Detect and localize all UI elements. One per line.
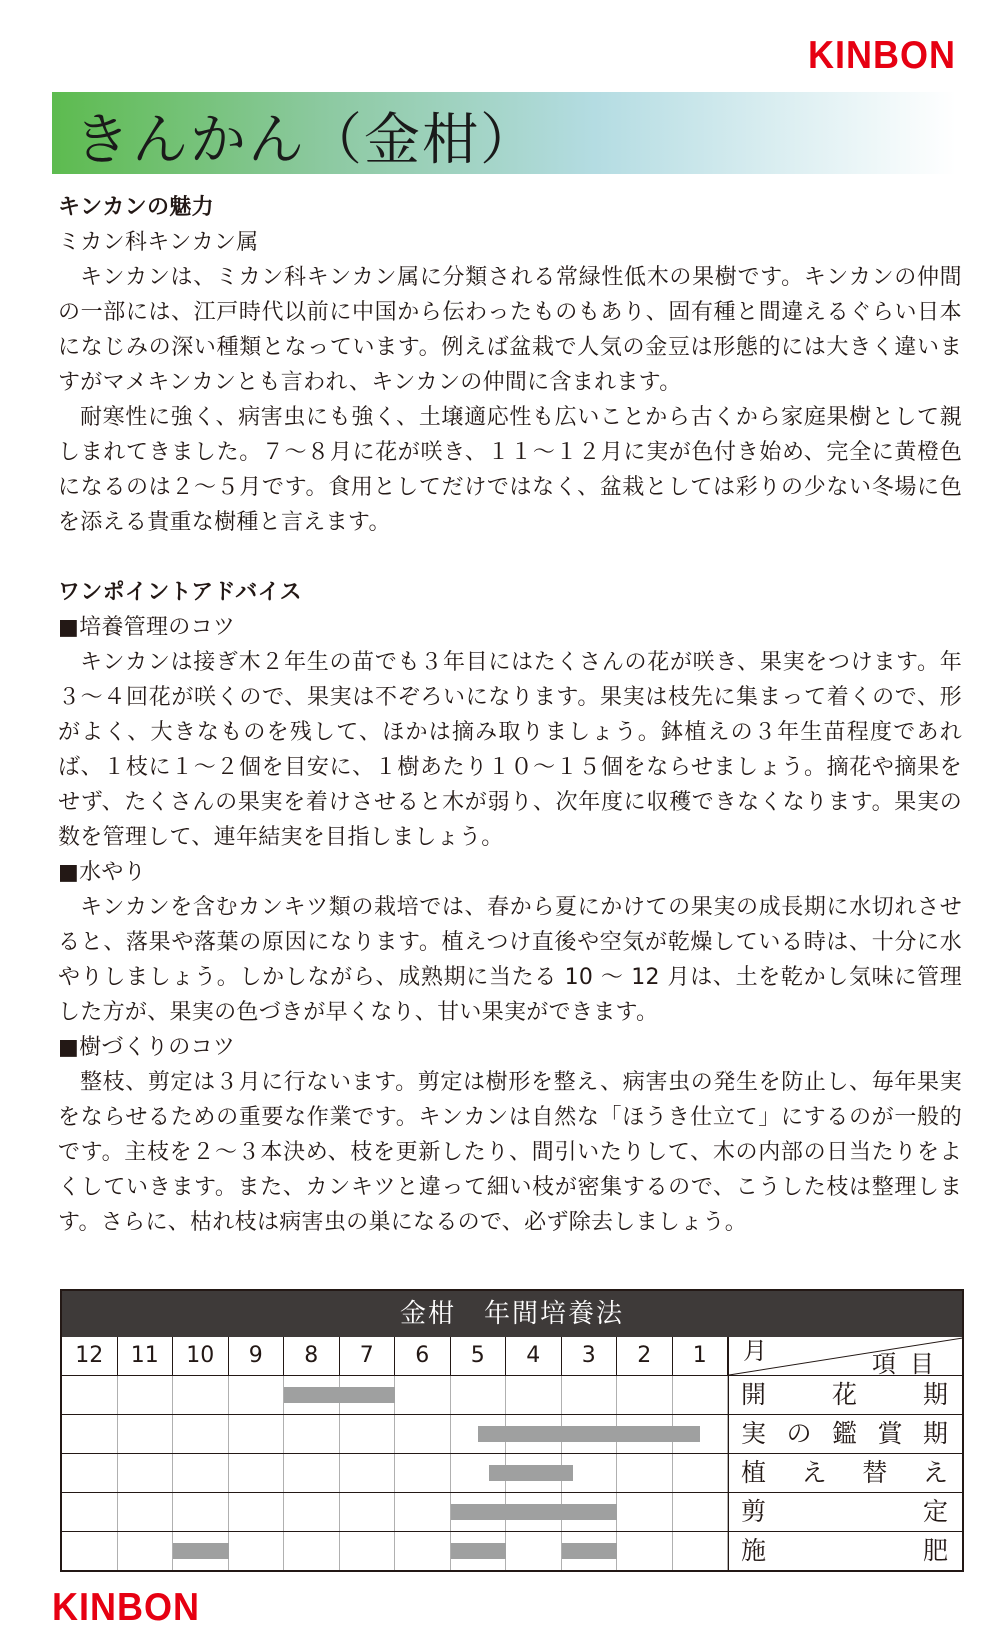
calendar-cell xyxy=(340,1454,396,1492)
month-header-cell: 6 xyxy=(395,1337,451,1375)
topic-title-shaping: ■樹づくりのコツ xyxy=(58,1035,236,1060)
calendar-cell xyxy=(562,1493,618,1531)
month-header-cell: 1 xyxy=(673,1337,729,1375)
paragraph-appeal-1: キンカンは、ミカン科キンカン属に分類される常緑性低木の果樹です。キンカンの仲間の一部には、江戸時代以前に中国から伝わったものもあり、固有種と間違えるぐらい日本になじみの深い種類となっています。例えば盆栽で人気の金豆は形態的には大きく違いますがマメキンカンとも言われ、キンカンの仲間に含まれます。 xyxy=(58,265,962,395)
calendar-cell xyxy=(340,1532,396,1570)
topic-text-shaping: 整枝、剪定は３月に行ないます。剪定は樹形を整え、病害虫の発生を防止し、毎年果実をならせるための重要な作業です。キンカンは自然な「ほうき仕立て」にするのが一般的です。主枝を２〜３本決め、枝を更新したり、間引いたりして、木の内部の日当たりをよくしていきます。また、カンキツと違って細い枝が密集するので、こうした枝は整理します。さらに、枯れ枝は病害虫の巣になるので、必ず除去しましょう。 xyxy=(58,1070,962,1235)
calendar-cell xyxy=(229,1493,285,1531)
section-subheading-family: ミカン科キンカン属 xyxy=(58,230,259,255)
calendar-cell xyxy=(506,1532,562,1570)
calendar-cell xyxy=(62,1454,118,1492)
calendar-item-label xyxy=(728,1493,962,1531)
calendar-row xyxy=(62,1414,962,1453)
calendar-cell xyxy=(284,1415,340,1453)
calendar-cell xyxy=(229,1376,285,1414)
item-char: 鑑 xyxy=(831,1419,857,1448)
month-header-cell: 2 xyxy=(617,1337,673,1375)
brand-logo-top: KINBON xyxy=(808,32,956,77)
calendar-cell xyxy=(562,1454,618,1492)
calendar-cell xyxy=(506,1493,562,1531)
calendar-item-text xyxy=(741,1415,948,1453)
calendar-item-label xyxy=(728,1532,962,1570)
calendar-cell xyxy=(673,1415,729,1453)
annual-care-calendar xyxy=(60,1289,964,1572)
calendar-cell xyxy=(62,1532,118,1570)
calendar-cell xyxy=(562,1376,618,1414)
calendar-body xyxy=(62,1375,962,1570)
month-header-cell: 10 xyxy=(173,1337,229,1375)
brand-logo-bottom: KINBON xyxy=(52,1584,200,1629)
month-header-cell: 3 xyxy=(562,1337,618,1375)
calendar-cell xyxy=(451,1376,507,1414)
calendar-cell xyxy=(673,1454,729,1492)
calendar-cell xyxy=(229,1454,285,1492)
calendar-cell xyxy=(62,1376,118,1414)
calendar-cell xyxy=(617,1376,673,1414)
calendar-item-text xyxy=(741,1454,948,1492)
month-header-cell: 5 xyxy=(451,1337,507,1375)
calendar-cell xyxy=(173,1454,229,1492)
calendar-cell xyxy=(118,1532,174,1570)
calendar-cell xyxy=(617,1415,673,1453)
calendar-cell xyxy=(173,1532,229,1570)
item-char: の xyxy=(786,1419,812,1448)
calendar-cell xyxy=(340,1493,396,1531)
paragraph-appeal-2: 耐寒性に強く、病害虫にも強く、土壌適応性も広いことから古くから家庭果樹として親しまれてきました。７〜８月に花が咲き、１１〜１２月に実が色付き始め、完全に黄橙色になるのは２〜５月です。食用としてだけではなく、盆栽としては彩りの少ない冬場に色を添える貴重な樹種と言えます。 xyxy=(58,405,962,535)
calendar-cell xyxy=(62,1415,118,1453)
item-char: 実 xyxy=(741,1419,767,1448)
item-char: 施 xyxy=(741,1536,767,1565)
item-char: 植 xyxy=(741,1458,767,1487)
calendar-cell xyxy=(118,1493,174,1531)
item-char: 定 xyxy=(922,1497,948,1526)
section-heading-advice: ワンポイントアドバイス xyxy=(58,580,302,605)
item-char: え xyxy=(922,1458,948,1487)
calendar-item-text xyxy=(741,1493,948,1531)
calendar-cell xyxy=(673,1376,729,1414)
calendar-cell xyxy=(395,1454,451,1492)
calendar-cell xyxy=(451,1532,507,1570)
topic-text-care: キンカンは接ぎ木２年生の苗でも３年目にはたくさんの花が咲き、果実をつけます。年３〜４回花が咲くので、果実は不ぞろいになります。果実は枝先に集まって着くので、形がよく、大きなものを残して、ほかは摘み取りましょう。鉢植えの３年生苗程度であれば、１枝に１〜２個を目安に、１樹あたり１０〜１５個をならせましょう。摘花や摘果をせず、たくさんの果実を着けさせると木が弱り、次年度に収穫できなくなります。果実の数を管理して、連年結実を目指しましょう。 xyxy=(58,650,962,850)
calendar-cell xyxy=(451,1454,507,1492)
calendar-cell xyxy=(284,1376,340,1414)
calendar-cell xyxy=(229,1532,285,1570)
month-header-cell: 11 xyxy=(118,1337,174,1375)
month-header-cell: 7 xyxy=(340,1337,396,1375)
calendar-row xyxy=(62,1453,962,1492)
calendar-cell xyxy=(118,1415,174,1453)
calendar-cell xyxy=(118,1454,174,1492)
calendar-cell xyxy=(617,1493,673,1531)
topic-title-watering: ■水やり xyxy=(58,860,146,885)
spacer xyxy=(58,540,962,575)
calendar-cell xyxy=(173,1493,229,1531)
calendar-cell xyxy=(173,1415,229,1453)
article-body xyxy=(58,190,962,1240)
item-char: 開 xyxy=(741,1380,767,1409)
calendar-item-label xyxy=(728,1415,962,1453)
calendar-cell xyxy=(229,1415,285,1453)
calendar-row xyxy=(62,1375,962,1414)
calendar-grid xyxy=(62,1337,962,1570)
calendar-item-label xyxy=(728,1454,962,1492)
month-header-cell: 9 xyxy=(229,1337,285,1375)
month-header-cell: 8 xyxy=(284,1337,340,1375)
topic-text-watering: キンカンを含むカンキツ類の栽培では、春から夏にかけての果実の成長期に水切れさせると、落果や落葉の原因になります。植えつけ直後や空気が乾燥している時は、十分に水やりしましょう。しかしながら、成熟期に当たる 10 〜 12 月は、土を乾かし気味に管理した方が、果実の色づきが早くなり、甘い果実ができます。 xyxy=(58,895,962,1025)
calendar-row xyxy=(62,1492,962,1531)
calendar-cell xyxy=(395,1532,451,1570)
calendar-cell xyxy=(673,1532,729,1570)
item-char: 替 xyxy=(862,1458,888,1487)
calendar-cell xyxy=(506,1415,562,1453)
item-char: え xyxy=(801,1458,827,1487)
calendar-cell xyxy=(284,1493,340,1531)
calendar-row xyxy=(62,1531,962,1570)
item-label: 項目 xyxy=(872,1350,948,1375)
calendar-cell xyxy=(451,1415,507,1453)
calendar-cell xyxy=(506,1454,562,1492)
calendar-cell xyxy=(562,1532,618,1570)
item-char: 期 xyxy=(922,1380,948,1409)
item-char: 剪 xyxy=(741,1497,767,1526)
calendar-cell xyxy=(617,1454,673,1492)
title-banner xyxy=(52,92,956,174)
calendar-title: 金柑 年間培養法 xyxy=(62,1291,962,1337)
calendar-cell xyxy=(562,1415,618,1453)
calendar-cell xyxy=(340,1376,396,1414)
calendar-item-text xyxy=(741,1376,948,1414)
month-label: 月 xyxy=(743,1337,767,1365)
calendar-cell xyxy=(118,1376,174,1414)
calendar-cell xyxy=(395,1493,451,1531)
calendar-item-text xyxy=(741,1532,948,1570)
calendar-month-row xyxy=(62,1337,962,1375)
page-title: きんかん（金柑） xyxy=(74,108,538,173)
calendar-cell xyxy=(173,1376,229,1414)
calendar-cell xyxy=(62,1493,118,1531)
month-header-cell: 4 xyxy=(506,1337,562,1375)
calendar-cell xyxy=(284,1454,340,1492)
calendar-cell xyxy=(395,1376,451,1414)
calendar-cell xyxy=(395,1415,451,1453)
month-header-cell: 12 xyxy=(62,1337,118,1375)
item-char: 花 xyxy=(831,1380,857,1409)
topic-title-care: ■培養管理のコツ xyxy=(58,615,236,640)
calendar-cell xyxy=(451,1493,507,1531)
calendar-cell xyxy=(506,1376,562,1414)
calendar-cell xyxy=(617,1532,673,1570)
item-char: 肥 xyxy=(922,1536,948,1565)
item-char: 賞 xyxy=(877,1419,903,1448)
calendar-cell xyxy=(340,1415,396,1453)
calendar-item-label xyxy=(728,1376,962,1414)
section-heading-appeal: キンカンの魅力 xyxy=(58,195,214,220)
item-char: 期 xyxy=(922,1419,948,1448)
calendar-cell xyxy=(673,1493,729,1531)
calendar-cell xyxy=(284,1532,340,1570)
calendar-corner-header xyxy=(728,1337,962,1375)
